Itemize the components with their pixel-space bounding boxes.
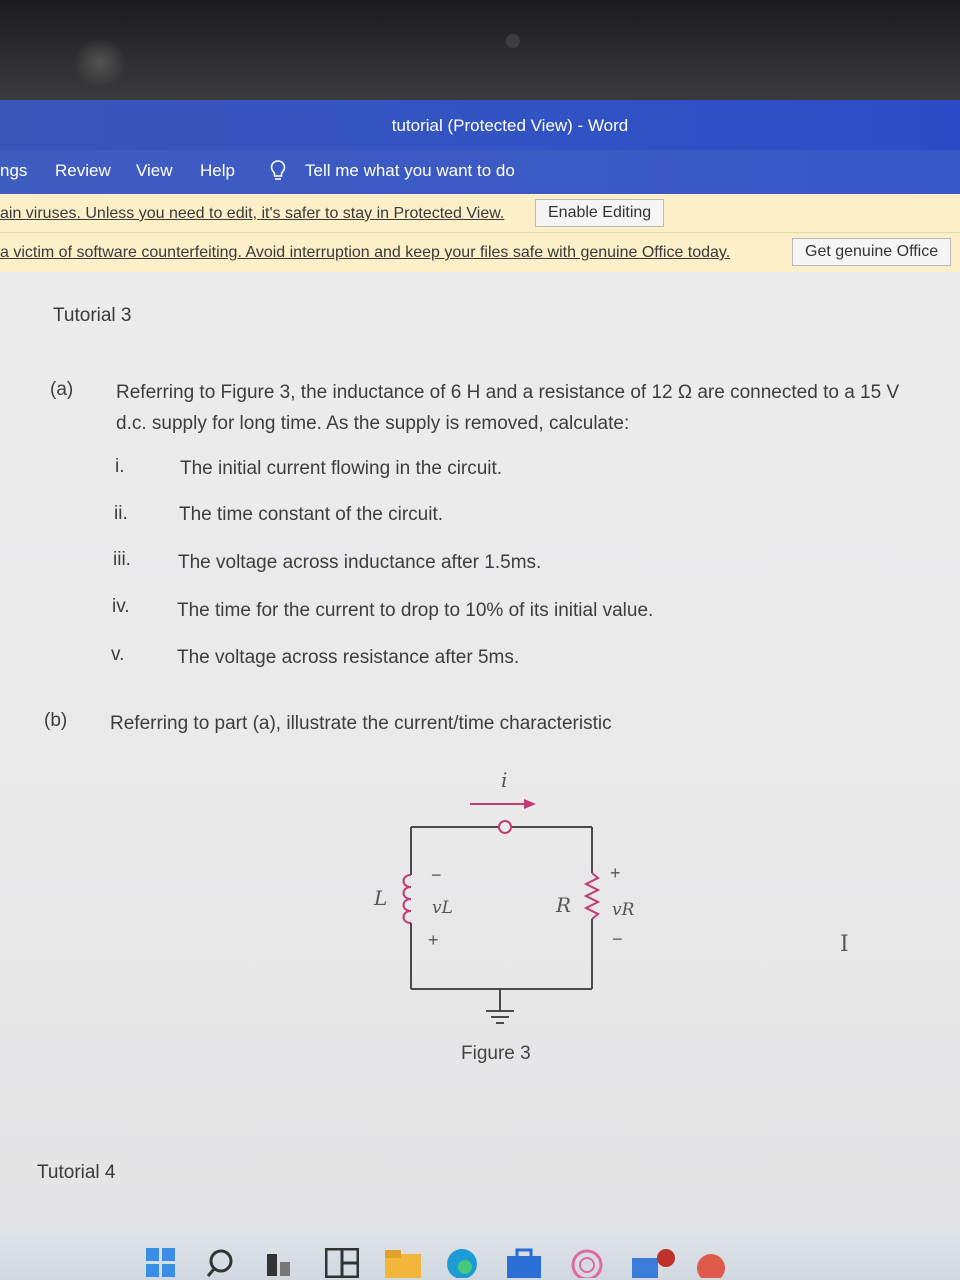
part-a-line-2: d.c. supply for long time. As the supply is removed, calculate:	[116, 413, 630, 434]
list-item-text: The time for the current to drop to 10% of its initial value.	[177, 600, 654, 621]
window-title: tutorial (Protected View) - Word	[391, 116, 629, 135]
tell-me-search[interactable]: Tell me what you want to do	[305, 161, 515, 180]
app-icon[interactable]	[694, 1248, 728, 1278]
resistor-label: R	[556, 893, 572, 917]
list-number: iv.	[112, 596, 130, 617]
widgets-icon[interactable]	[325, 1248, 359, 1278]
tab-help[interactable]: Help	[200, 161, 235, 180]
tab-view[interactable]: View	[136, 161, 173, 180]
part-a-line-1: Referring to Figure 3, the inductance of 6 H and a resistance of 12 Ω are connected to a 15 V	[116, 382, 900, 403]
resistor-plus: +	[610, 863, 621, 883]
window-titlebar	[0, 100, 960, 150]
terminal-node	[499, 821, 511, 833]
part-b-text: Referring to part (a), illustrate the current/time characteristic	[110, 713, 612, 734]
taskbar	[0, 1230, 960, 1280]
task-view-icon[interactable]	[265, 1248, 291, 1278]
document-page[interactable]	[0, 272, 960, 1230]
heading-tutorial-3: Tutorial 3	[53, 305, 132, 326]
tab-review[interactable]: Review	[55, 161, 111, 180]
heading-tutorial-4: Tutorial 4	[37, 1162, 116, 1183]
bezel-smudge	[70, 40, 130, 85]
protected-view-bar	[0, 194, 960, 233]
ribbon-tabs	[0, 150, 960, 194]
list-number: i.	[115, 456, 125, 477]
webcam	[506, 34, 520, 48]
part-b-label: (b)	[44, 710, 68, 731]
enable-editing-button[interactable]: Enable Editing	[535, 199, 664, 227]
list-item-text: The initial current flowing in the circuit.	[180, 458, 503, 479]
file-explorer-icon[interactable]	[385, 1248, 421, 1278]
list-item-text: The time constant of the circuit.	[179, 504, 444, 525]
list-number: v.	[111, 644, 125, 665]
app-icon[interactable]	[632, 1248, 676, 1278]
current-label: i	[501, 768, 508, 792]
genuine-office-bar	[0, 233, 960, 273]
inductor-plus: +	[428, 930, 439, 950]
inductor-coil	[404, 875, 412, 923]
resistor-zigzag	[586, 873, 598, 919]
get-genuine-office-button[interactable]: Get genuine Office	[792, 238, 951, 266]
tab-partial[interactable]: ngs	[0, 161, 28, 180]
list-item-text: The voltage across inductance after 1.5ms.	[178, 552, 542, 573]
edge-icon[interactable]	[446, 1248, 478, 1278]
list-item-text: The voltage across resistance after 5ms.	[177, 647, 520, 668]
resistor-voltage-label: vR	[612, 900, 635, 920]
store-icon[interactable]	[507, 1248, 541, 1278]
inductor-label: L	[374, 886, 388, 910]
inductor-minus: −	[431, 865, 442, 885]
start-icon[interactable]	[146, 1248, 176, 1278]
monitor-bezel	[0, 0, 960, 100]
resistor-minus: −	[612, 929, 623, 949]
app-icon[interactable]	[570, 1248, 604, 1278]
current-arrow-head	[524, 799, 536, 809]
list-number: iii.	[113, 549, 131, 570]
inductor-voltage-label: vL	[432, 898, 453, 918]
list-number: ii.	[114, 503, 128, 524]
genuine-office-message[interactable]: a victim of software counterfeiting. Avoid interruption and keep your files safe with genuine Office today.	[0, 244, 731, 261]
text-cursor-icon: I	[840, 932, 849, 957]
protected-view-message[interactable]: ain viruses. Unless you need to edit, it's safer to stay in Protected View.	[0, 205, 505, 222]
lightbulb-icon	[270, 160, 286, 182]
part-a-label: (a)	[50, 379, 74, 400]
search-icon[interactable]	[205, 1248, 235, 1278]
figure-caption: Figure 3	[461, 1043, 531, 1064]
circuit-diagram	[360, 765, 660, 1035]
